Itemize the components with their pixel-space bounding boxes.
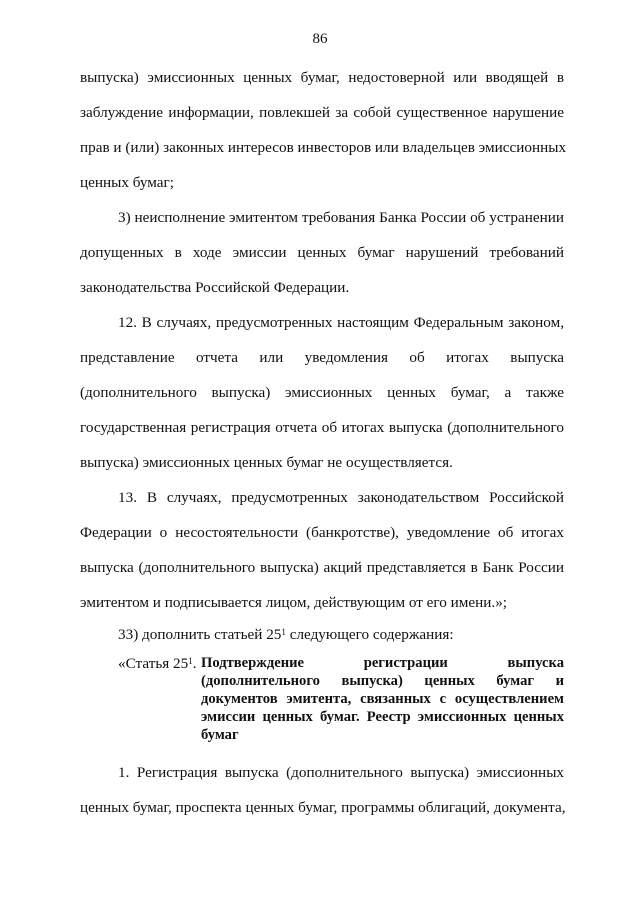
text-line: 3) неисполнение эмитентом требования Банка России об устранении [118,209,564,226]
text-line: 13. В случаях, предусмотренных законодательством Российской [118,489,564,506]
text-line: выпуска) эмиссионных ценных бумаг не осуществляется. [80,454,453,471]
text-line: Федерации о несостоятельности (банкротстве), уведомление об итогах [80,524,564,541]
article-title-line: (дополнительного выпуска) ценных бумаг и [201,673,564,689]
article-label [118,655,197,673]
article-label-suffix: . [192,655,197,672]
article-title-line: эмиссии ценных бумаг. Реестр эмиссионных ценных [201,709,564,725]
amendment-suffix: следующего содержания: [285,626,454,643]
page-number: 86 [312,31,328,47]
text-line: (дополнительного выпуска) эмиссионных ценных бумаг, а также [80,384,564,401]
text-line: заблуждение информации, повлекшей за собой существенное нарушение [80,104,564,121]
text-line: эмитентом и подписывается лицом, действующим от его имени.»; [80,594,508,611]
text-line: выпуска (дополнительного выпуска) акций представляется в Банк России [80,559,564,576]
article-title-line: Подтверждение регистрации выпуска [201,655,564,671]
amendment-superscript: 1 [281,627,286,637]
amendment-line [118,626,564,644]
text-line: представление отчета или уведомления об итогах выпуска [80,349,564,366]
text-line: 1. Регистрация выпуска (дополнительного выпуска) эмиссионных [118,764,564,781]
article-label-superscript: 1 [188,656,193,666]
article-heading [118,655,564,745]
text-line: ценных бумаг, проспекта ценных бумаг, программы облигаций, документа, [80,799,566,816]
text-line: выпуска) эмиссионных ценных бумаг, недостоверной или вводящей в [80,69,564,86]
text-line: 12. В случаях, предусмотренных настоящим Федеральным законом, [118,314,564,331]
text-line: законодательства Российской Федерации. [80,279,350,296]
text-line: ценных бумаг; [80,174,174,191]
article-title-line: бумаг [201,727,239,743]
text-line: допущенных в ходе эмиссии ценных бумаг нарушений требований [80,244,564,261]
text-line: государственная регистрация отчета об итогах выпуска (дополнительного [80,419,564,436]
text-line: прав и (или) законных интересов инвесторов или владельцев эмиссионных [80,139,567,156]
amendment-prefix: 33) дополнить статьей 25 [118,626,282,643]
article-label-prefix: «Статья 25 [118,655,189,672]
article-title-line: документов эмитента, связанных с осуществлением [201,691,564,707]
